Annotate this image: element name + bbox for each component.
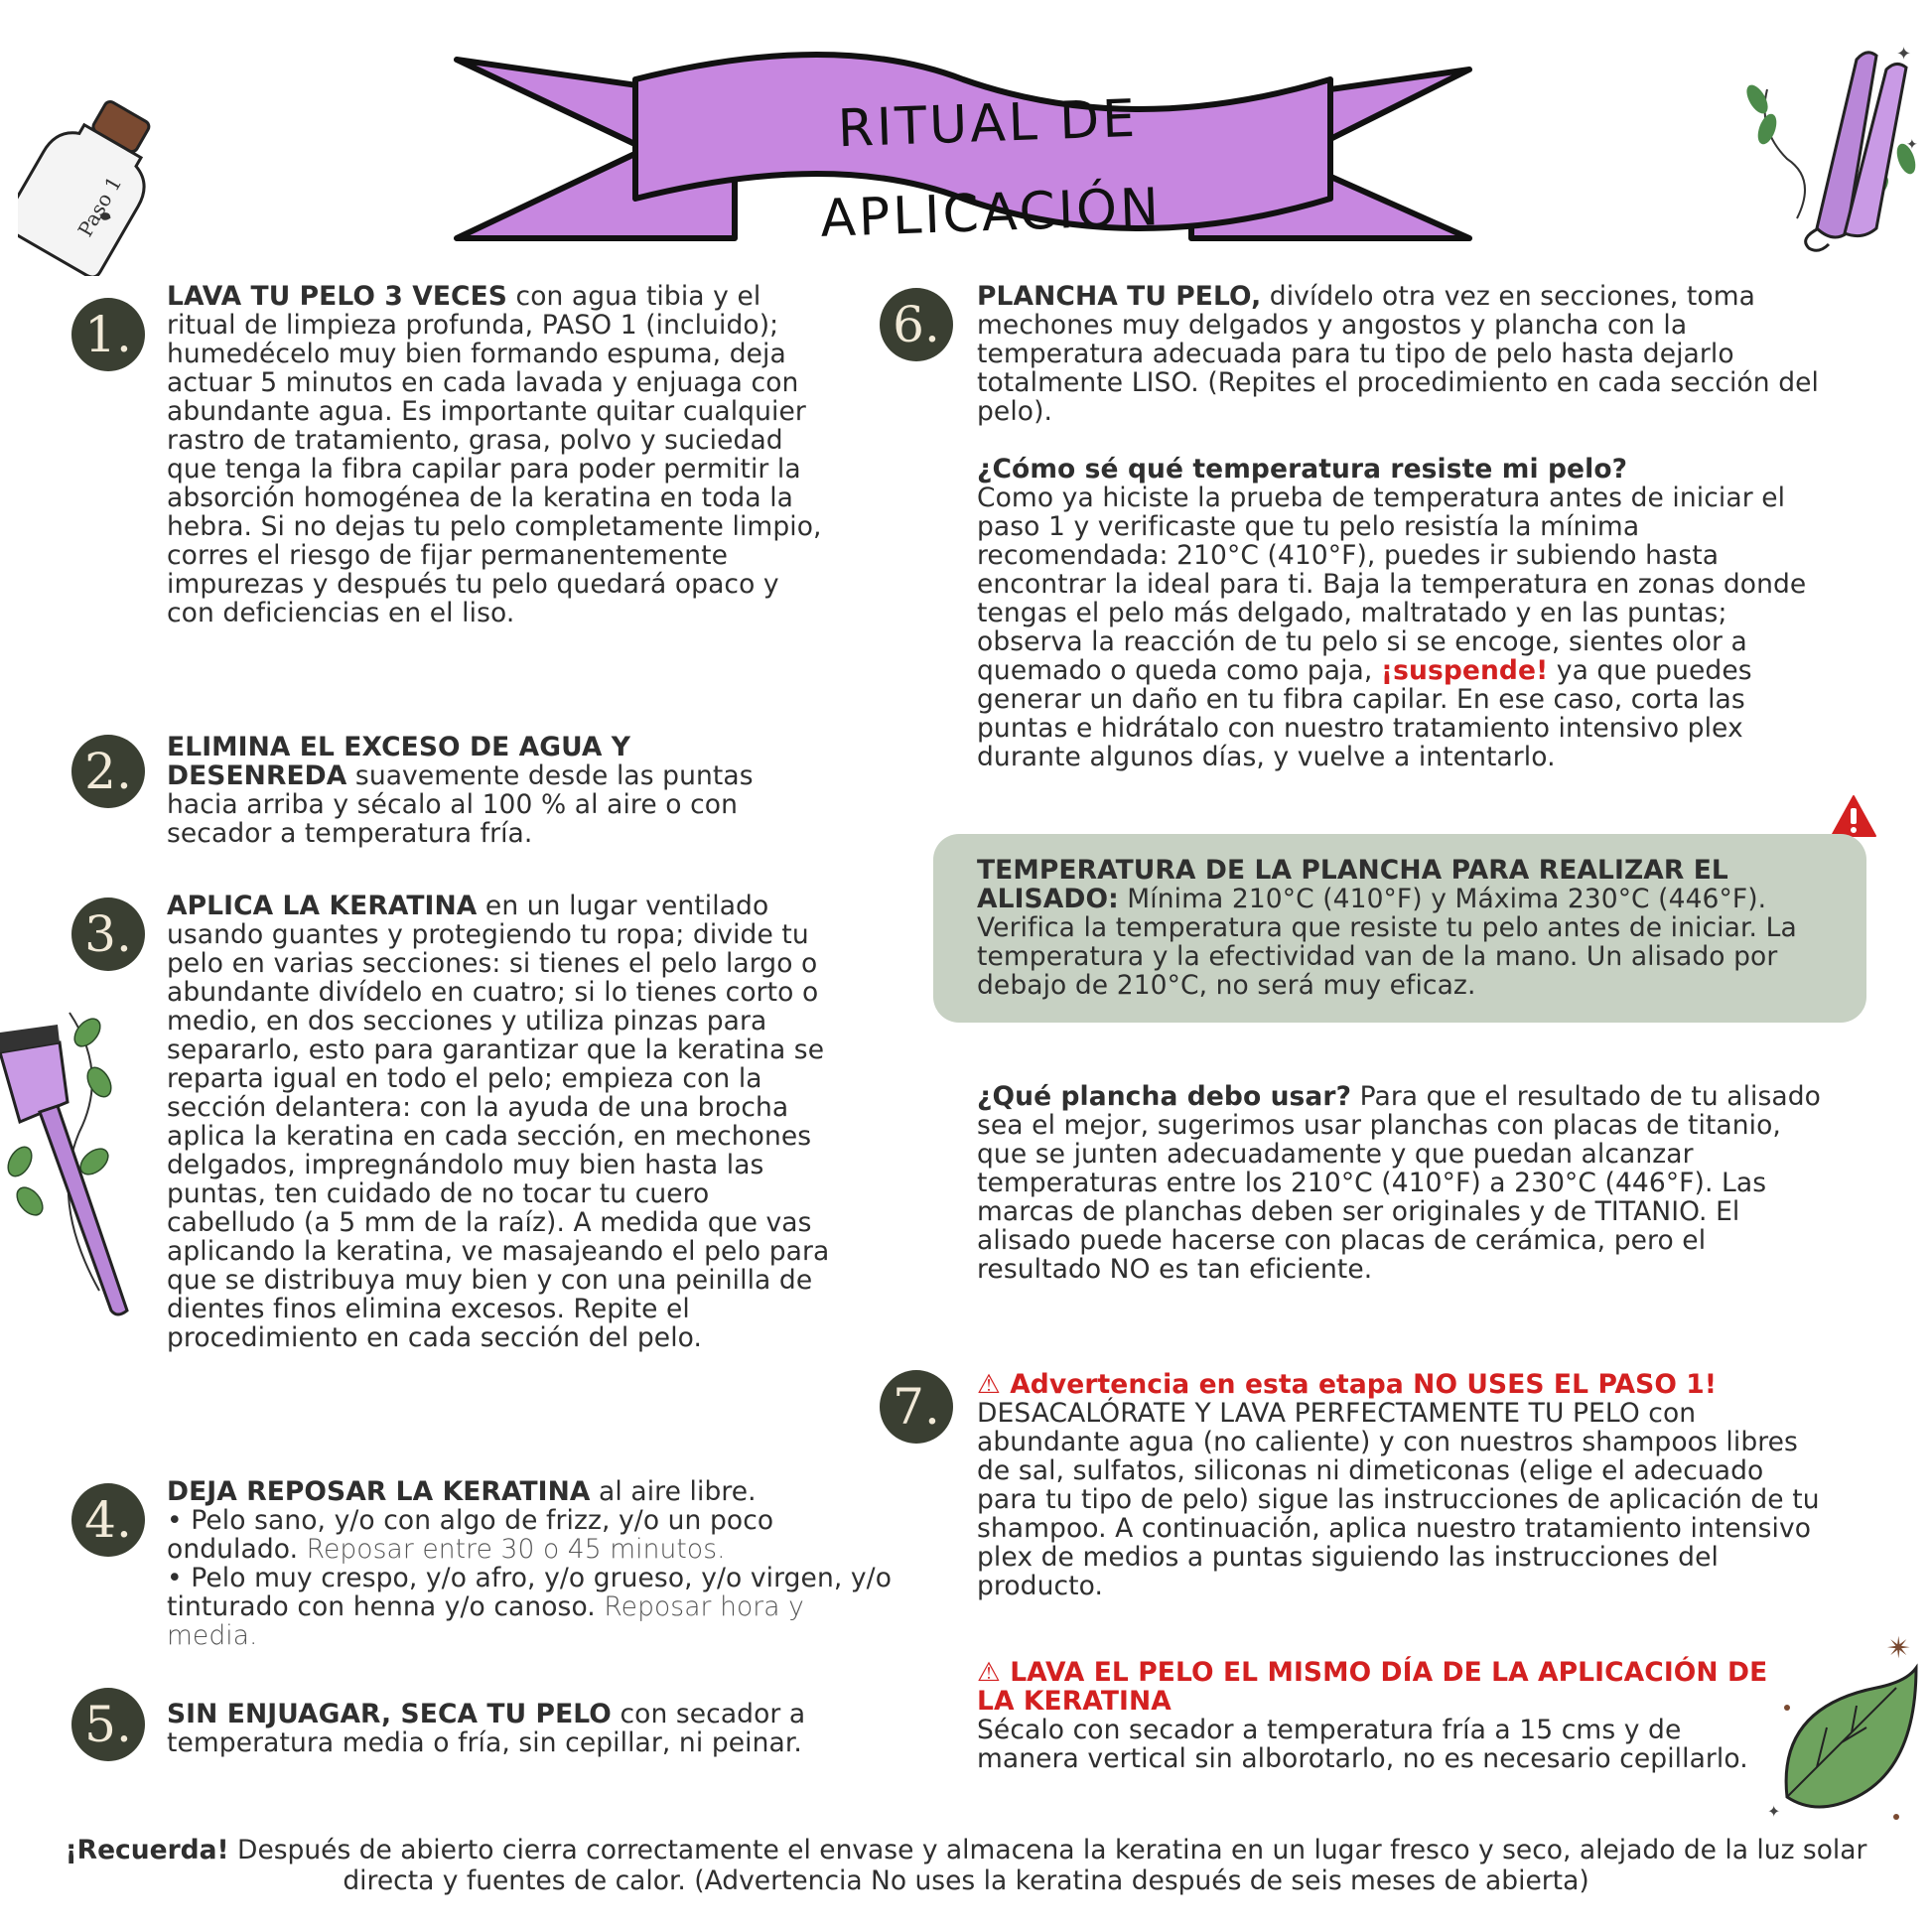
step-3-text: APLICA LA KERATINA en un lugar ventilado usando guantes y protegiendo tu ropa; divide tu pelo en varias secciones: si tienes el pelo largo o abundante divídelo en cuatro; si lo tienes corto o medio, en dos secciones y utiliza pinzas para separarlo, esto para garantizar que la keratina se reparta igual en todo el pelo; empieza con la sección delantera: con la ayuda de una brocha aplica la keratina en cada sección, en mechones delgados, impregnándolo muy bien hasta las puntas, ten cuidado de no tocar tu cuero cabelludo (a 5 mm de la raíz). A medida que vas aplicando la keratina, ve masajeando el pelo para que se distribuya muy bien y con una peinilla de dientes finos elimina excesos. Repite el procedimiento en cada sección del pelo. [167, 891, 830, 1353]
temperature-info-text: TEMPERATURA DE LA PLANCHA PARA REALIZAR EL ALISADO: Mínima 210°C (410°F) y Máxima 230°C (446°F). Verifica la temperatura que resiste tu pelo antes de iniciar. La temperatura y la efectividad van de la mano. Un alisado por debajo de 210°C, no será muy eficaz. [977, 855, 1797, 1001]
step-number-6: 6. [880, 288, 953, 361]
step-number-7: 7. [880, 1370, 953, 1444]
footer-reminder: ¡Recuerda! Después de abierto cierra correctamente el envase y almacena la keratina en un lugar fresco y seco, alejado de la luz solar directa y fuentes de calor. (Advertencia No uses la keratina después de seis meses de abierta) [65, 1835, 1867, 1896]
svg-text:✦: ✦ [1767, 1802, 1781, 1821]
leaf-icon [1757, 1628, 1932, 1827]
step-number-5: 5. [71, 1688, 145, 1761]
step-number-3: 3. [71, 897, 145, 971]
step-6-text: PLANCHA TU PELO, divídelo otra vez en secciones, toma mechones muy delgados y angostos y plancha con la temperatura adecuada para tu tipo de pelo hasta dejarlo totalmente LISO. (Repites el procedimiento en cada sección del pelo). [977, 281, 1819, 427]
same-day-warning: ⚠ LAVA EL PELO EL MISMO DÍA DE LA APLICACIÓN DE LA KERATINA Sécalo con secador a temperatura fría a 15 cms y de manera vertical sin alborotarlo, no es necesario cepillarlo. [977, 1657, 1768, 1774]
svg-text:✦: ✦ [1896, 44, 1912, 65]
step-4-bullet-1: • Pelo sano, y/o con algo de frizz, y/o un poco ondulado. Reposar entre 30 o 45 minutos. [167, 1505, 774, 1565]
step-5-text: SIN ENJUAGAR, SECA TU PELO con secador a temperatura media o fría, sin cepillar, ni peinar. [167, 1699, 806, 1758]
temperature-faq: ¿Cómo sé qué temperatura resiste mi pelo? Como ya hiciste la prueba de temperatura antes de iniciar el paso 1 y verificaste que tu pelo resistía la mínima recomendada: 210°C (410°F), puedes ir subiendo hasta encontrar la ideal para ti. Baja la temperatura en zonas donde tengas el pelo más delgado, maltratado y en las puntas; observa la reacción de tu pelo si se encoge, sientes olor a quemado o queda como paja, ¡suspende! ya que puedes generar un daño en tu fibra capilar. En ese caso, corta las puntas e hidrátalo con nuestro tratamiento intensivo plex durante algunos días, y vuelve a intentarlo. [977, 454, 1807, 772]
dye-brush-icon [0, 1003, 139, 1320]
step-4-text: DEJA REPOSAR LA KERATINA al aire libre. • Pelo sano, y/o con algo de frizz, y/o un poco ondulado. Reposar entre 30 o 45 minutos. • Pelo muy crespo, y/o afro, y/o grueso, y/o virgen, y/o tinturado con henna y/o canoso. Reposar hora y media. [167, 1476, 893, 1651]
svg-text:✦: ✦ [1906, 137, 1918, 153]
step-number-4: 4. [71, 1483, 145, 1557]
step-2-text: ELIMINA EL EXCESO DE AGUA Y DESENREDA suavemente desde las puntas hacia arriba y sécalo al 100 % al aire o con secador a temperatura fría. [167, 732, 754, 849]
step-7-text: ⚠ Advertencia en esta etapa NO USES EL PASO 1! DESACALÓRATE Y LAVA PERFECTAMENTE TU PELO con abundante agua (no caliente) y con nuestros shampoos libres de sal, sulfatos, siliconas ni dimeticonas (elige el adecuado para tu tipo de pelo) sigue las instrucciones de aplicación de tu shampoo. A continuación, aplica nuestro tratamiento intensivo plex de medios a puntas siguiendo las instrucciones del producto. [977, 1369, 1820, 1601]
iron-faq: ¿Qué plancha debo usar? Para que el resultado de tu alisado sea el mejor, sugerimos usar planchas con placas de titanio, que se junten adecuadamente y que puedan alcanzar temperaturas entre los 210°C (410°F) a 230°C (446°F). Las marcas de planchas deben ser originales y de TITANIO. El alisado puede hacerse con placas de cerámica, pero el resultado NO es tan eficiente. [977, 1081, 1821, 1285]
step-4-bullet-2: • Pelo muy crespo, y/o afro, y/o grueso, y/o virgen, y/o tinturado con henna y/o canoso. Reposar hora y media. [167, 1563, 893, 1651]
warning-triangle-icon [1830, 794, 1877, 838]
svg-text:Paso 1: Paso 1 [72, 172, 127, 241]
warning-icon: ⚠ [977, 1369, 1011, 1400]
warning-icon: ⚠ [977, 1657, 1011, 1688]
page-title: RITUAL DE APLICACIÓN [819, 88, 1163, 249]
step-number-1: 1. [71, 298, 145, 371]
step-7-warning: ⚠ Advertencia en esta etapa NO USES EL PASO 1! [977, 1369, 1717, 1400]
shampoo-bottle-icon [18, 87, 177, 276]
svg-text:✴: ✴ [1886, 1631, 1912, 1666]
step-number-2: 2. [71, 735, 145, 808]
flat-iron-icon [1727, 30, 1926, 258]
step-1-text: LAVA TU PELO 3 VECES con agua tibia y el ritual de limpieza profunda, PASO 1 (incluido); humedécelo muy bien formando espuma, deja actuar 5 minutos en cada lavada y enjuaga con abundante agua. Es importante quitar cualquier rastro de tratamiento, grasa, polvo y suciedad que tenga la fibra capilar para poder permitir la absorción homogénea de la keratina en toda la hebra. Si no dejas tu pelo completamente limpio, corres el riesgo de fijar permanentemente impurezas y después tu pelo quedará opaco y con deficiencias en el liso. [167, 281, 822, 628]
